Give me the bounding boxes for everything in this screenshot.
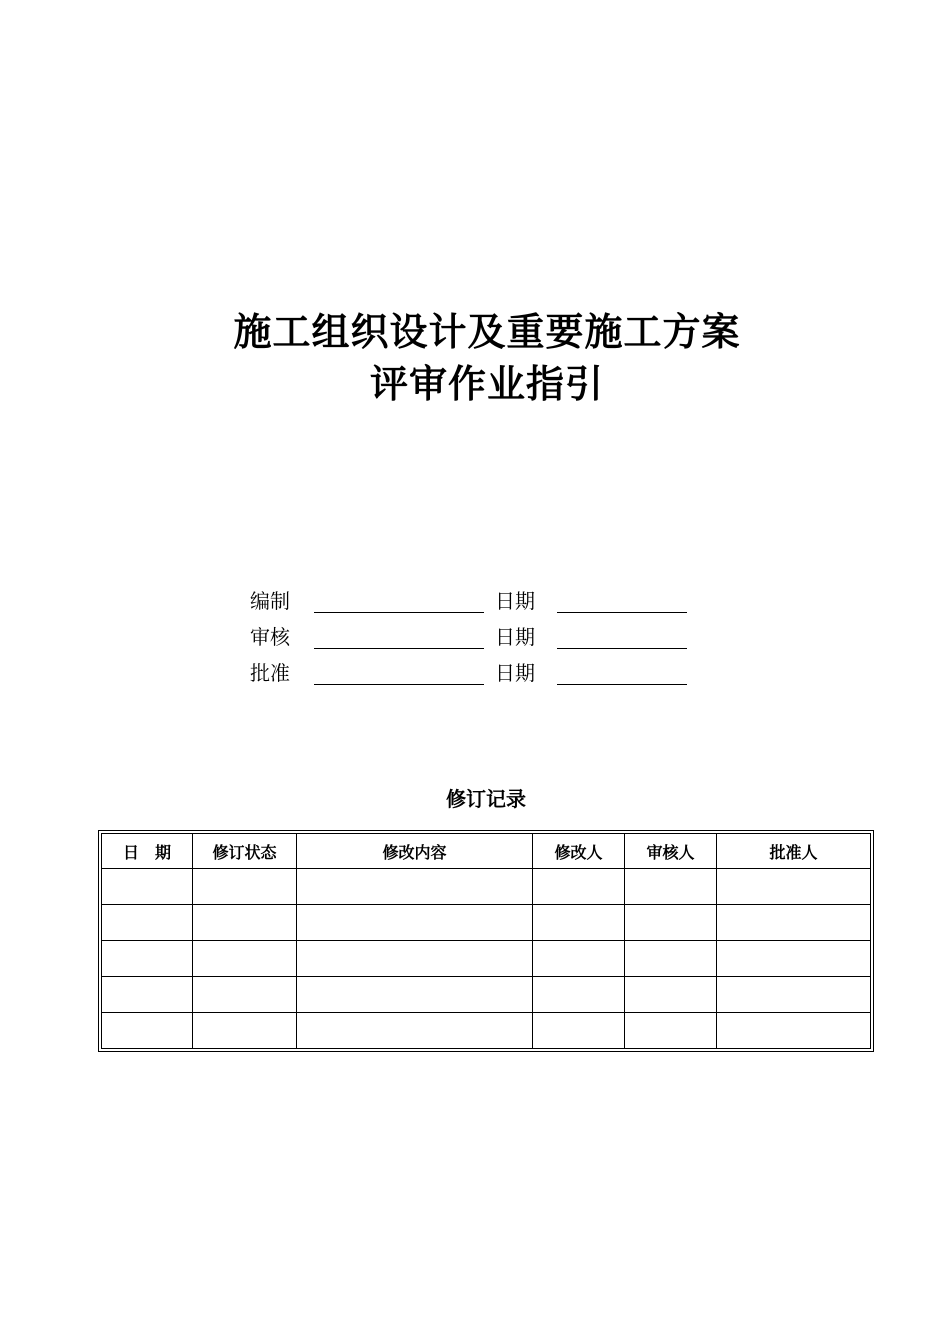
revision-table xyxy=(101,833,871,1049)
table-row xyxy=(102,905,871,941)
date-label: 日期 xyxy=(495,625,535,649)
table-cell[interactable] xyxy=(717,977,871,1013)
table-row xyxy=(102,941,871,977)
table-cell[interactable] xyxy=(193,941,297,977)
table-cell[interactable] xyxy=(533,869,625,905)
header-reviewer: 审核人 xyxy=(625,834,717,869)
table-cell[interactable] xyxy=(297,869,533,905)
table-cell[interactable] xyxy=(297,977,533,1013)
table-cell[interactable] xyxy=(193,869,297,905)
table-cell[interactable] xyxy=(625,1013,717,1049)
table-cell[interactable] xyxy=(533,941,625,977)
date-blank xyxy=(557,684,687,685)
table-row xyxy=(102,977,871,1013)
signature-label: 批准 xyxy=(250,661,290,685)
signature-label: 编制 xyxy=(250,589,290,613)
table-cell[interactable] xyxy=(533,905,625,941)
signature-row-approve xyxy=(0,658,950,692)
date-blank xyxy=(557,648,687,649)
table-cell[interactable] xyxy=(297,1013,533,1049)
table-row xyxy=(102,1013,871,1049)
signature-row-review xyxy=(0,622,950,656)
table-row xyxy=(102,869,871,905)
document-title-line2: 评审作业指引 xyxy=(369,361,604,406)
header-date: 日 期 xyxy=(102,834,193,869)
table-cell[interactable] xyxy=(625,869,717,905)
signature-blank xyxy=(314,648,484,649)
table-cell[interactable] xyxy=(625,977,717,1013)
revision-record-title: 修订记录 xyxy=(446,787,526,811)
table-cell[interactable] xyxy=(102,905,193,941)
table-cell[interactable] xyxy=(717,1013,871,1049)
table-cell[interactable] xyxy=(533,1013,625,1049)
signature-blank xyxy=(314,612,484,613)
table-cell[interactable] xyxy=(297,905,533,941)
date-label: 日期 xyxy=(495,589,535,613)
table-cell[interactable] xyxy=(717,869,871,905)
header-modifier: 修改人 xyxy=(533,834,625,869)
table-cell[interactable] xyxy=(625,941,717,977)
header-change-content: 修改内容 xyxy=(297,834,533,869)
signature-blank xyxy=(314,684,484,685)
signature-row-compile xyxy=(0,586,950,620)
header-revision-status: 修订状态 xyxy=(193,834,297,869)
date-blank xyxy=(557,612,687,613)
table-cell[interactable] xyxy=(625,905,717,941)
table-cell[interactable] xyxy=(102,1013,193,1049)
table-cell[interactable] xyxy=(193,905,297,941)
table-cell[interactable] xyxy=(717,905,871,941)
signature-label: 审核 xyxy=(250,625,290,649)
table-cell[interactable] xyxy=(533,977,625,1013)
document-title-line1: 施工组织设计及重要施工方案 xyxy=(233,309,741,354)
table-cell[interactable] xyxy=(102,869,193,905)
table-cell[interactable] xyxy=(193,1013,297,1049)
date-label: 日期 xyxy=(495,661,535,685)
revision-table-frame xyxy=(98,830,874,1052)
table-cell[interactable] xyxy=(297,941,533,977)
table-cell[interactable] xyxy=(102,941,193,977)
table-cell[interactable] xyxy=(102,977,193,1013)
table-cell[interactable] xyxy=(193,977,297,1013)
header-approver: 批准人 xyxy=(717,834,871,869)
table-cell[interactable] xyxy=(717,941,871,977)
table-header-row xyxy=(102,834,871,869)
